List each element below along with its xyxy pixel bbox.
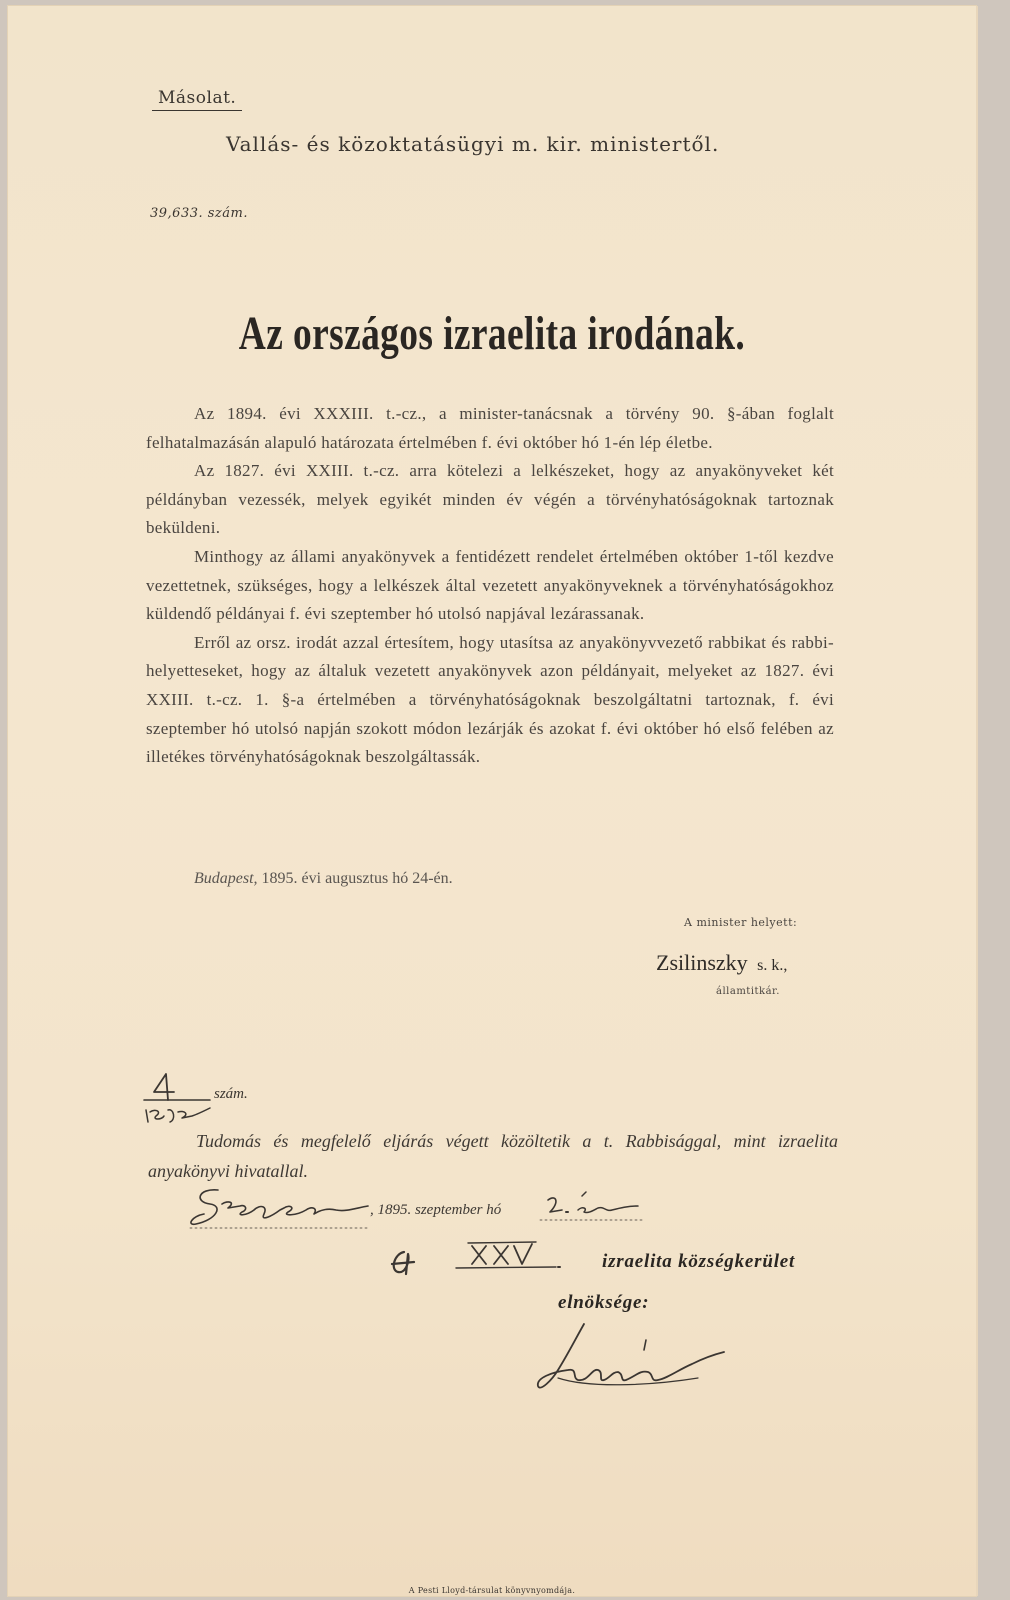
- endorsement-date: [370, 1202, 501, 1219]
- signer-name: [656, 950, 787, 976]
- reference-number: 39,633. szám.: [150, 206, 248, 221]
- endorsement-date-text: , 1895. szeptember hó: [370, 1202, 502, 1218]
- signer-title: államtitkár.: [716, 986, 780, 997]
- decree-body: [146, 400, 834, 772]
- handwritten-signature: [528, 1318, 728, 1398]
- prefix-a: [388, 1248, 418, 1278]
- handwritten-day: [540, 1192, 646, 1224]
- printer-imprint: A Pesti Lloyd-társulat könyvnyomdája.: [408, 1586, 576, 1595]
- body-paragraph: Az 1827. évi XXIII. t.-cz. arra kötelezi a lelkészeket, hogy az anyakönyveket két példányban vezessék, melyek egyikét minden év végén a törvényhatóságoknak tartoznak beküldeni.: [146, 461, 834, 538]
- handwritten-place: [188, 1184, 370, 1232]
- dateline: [194, 870, 453, 888]
- body-paragraph: Minthogy az állami anyakönyvek a fentidézett rendelet értelmében október 1-től kezdve vezettetnek, szükséges, hogy a lelkészek által vezetett anyakönyveknek a törvényhatóságokhoz küldendő példányai f. évi szeptember hó utolsó napjával lezárassanak.: [146, 546, 834, 624]
- presidency-label: elnöksége:: [558, 1292, 650, 1313]
- endorsement-number-suffix: szám.: [214, 1086, 248, 1102]
- district-label: izraelita községkerület: [602, 1251, 796, 1272]
- handwritten-district-number: [456, 1238, 568, 1272]
- handwritten-number: [140, 1070, 220, 1126]
- signer-suffix: s. k.,: [757, 957, 788, 974]
- signer-surname: Zsilinszky: [656, 950, 748, 975]
- copy-label: Másolat.: [152, 88, 242, 111]
- endorsement-notice: [148, 1126, 838, 1186]
- dateline-date: 1895. évi augusztus hó 24-én.: [261, 870, 453, 887]
- body-paragraph: Az 1894. évi XXXIII. t.-cz., a minister-tanácsnak a törvény 90. §-ában foglalt felhatalmazásán alapuló határozata értelmében f. évi október hó 1-én lép életbe.: [146, 404, 834, 452]
- addressee-title: Az országos izraelita irodának.: [238, 307, 746, 360]
- body-paragraph: Erről az orsz. irodát azzal értesítem, hogy utasítsa az anyakönyvvezető rabbikat és rabbi-helyetteseket, hogy az általuk vezetett anyakönyvek azon példányait, melyeket az 1827. évi XXIII. t.-cz. 1. §-a értelmében a törvényhatóságoknak beszolgáltatni tartoznak, f. évi szeptember hó utolsó napján szokott módon lezárják és azokat f. évi október hó első felében az illetékes törvényhatóságoknak beszolgáltassák.: [146, 632, 834, 767]
- ministry-heading: Vallás- és közoktatásügyi m. kir. ministertől.: [226, 132, 720, 156]
- document-sheet: [8, 6, 976, 1596]
- dateline-city: Budapest,: [194, 870, 258, 887]
- notice-text: Tudomás és megfelelő eljárás végett közöltetik a t. Rabbisággal, mint izraelita anyakönyvi hivatallal.: [148, 1131, 838, 1181]
- minister-substitute-label: A minister helyett:: [684, 916, 798, 929]
